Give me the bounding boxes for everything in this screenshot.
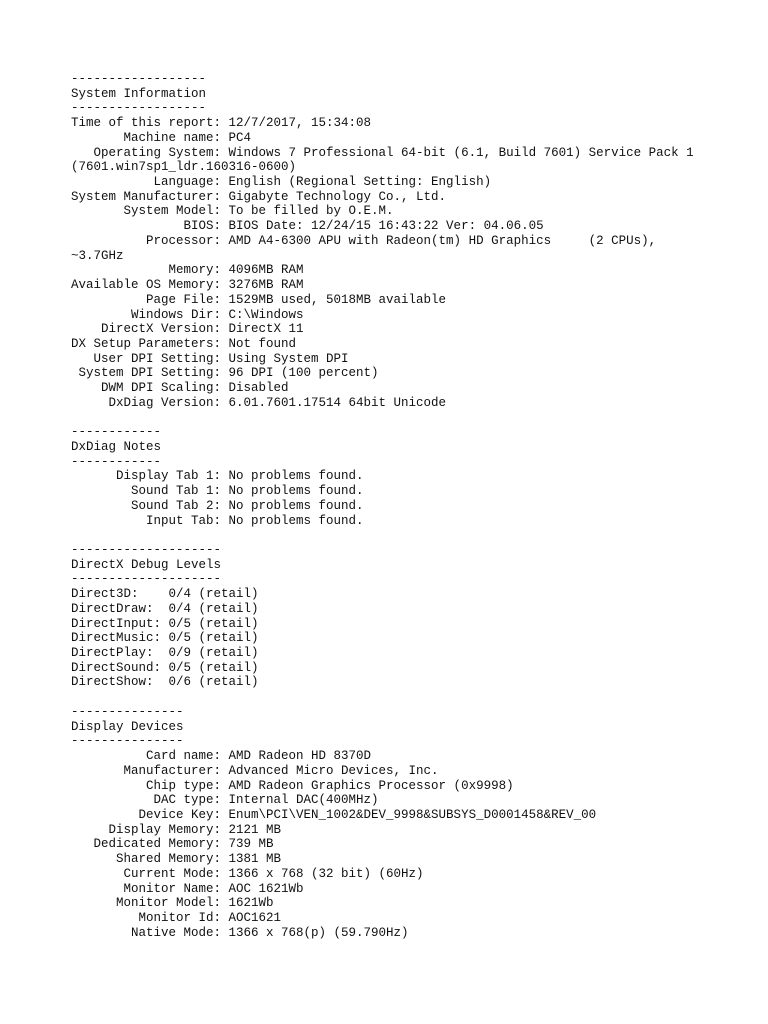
report-time-line: Time of this report: 12/7/2017, 15:34:08	[71, 116, 372, 131]
display-memory-line: Display Memory: 2121 MB	[71, 822, 282, 837]
display-tab-1-note: Display Tab 1: No problems found.	[71, 469, 364, 484]
chip-type-line: Chip type: AMD Radeon Graphics Processor (0x9998)	[71, 778, 514, 793]
language-line: Language: English (Regional Setting: English)	[71, 175, 492, 190]
dedicated-memory-line: Dedicated Memory: 739 MB	[71, 837, 274, 852]
native-mode-line: Native Mode: 1366 x 768(p) (59.790Hz)	[71, 925, 409, 940]
memory-line: Memory: 4096MB RAM	[71, 263, 304, 278]
windows-dir-line: Windows Dir: C:\Windows	[71, 307, 304, 322]
dac-type-line: DAC type: Internal DAC(400MHz)	[71, 793, 379, 808]
section-rule: --------------------	[71, 572, 222, 587]
sound-tab-2-note: Sound Tab 2: No problems found.	[71, 498, 364, 513]
section-rule: ------------------	[71, 101, 207, 116]
shared-memory-line: Shared Memory: 1381 MB	[71, 852, 282, 867]
processor-line: Processor: AMD A4-6300 APU with Radeon(tm) HD Graphics (2 CPUs),	[71, 233, 657, 248]
operating-system-build-line: (7601.win7sp1_ldr.160316-0600)	[71, 160, 297, 175]
system-dpi-setting-line: System DPI Setting: 96 DPI (100 percent)	[71, 366, 379, 381]
debug-level-directshow: DirectShow: 0/6 (retail)	[71, 675, 259, 690]
dxdiag-version-line: DxDiag Version: 6.01.7601.17514 64bit Unicode	[71, 395, 447, 410]
section-rule: ------------	[71, 454, 162, 469]
system-model-line: System Model: To be filled by O.E.M.	[71, 204, 394, 219]
machine-name-line: Machine name: PC4	[71, 130, 252, 145]
blank-line	[71, 528, 751, 543]
debug-level-directplay: DirectPlay: 0/9 (retail)	[71, 646, 259, 661]
current-mode-line: Current Mode: 1366 x 768 (32 bit) (60Hz)	[71, 866, 424, 881]
directx-version-line: DirectX Version: DirectX 11	[71, 322, 304, 337]
section-rule: ---------------	[71, 734, 184, 749]
operating-system-line: Operating System: Windows 7 Professional 64-bit (6.1, Build 7601) Service Pack 1	[71, 145, 694, 160]
debug-level-direct3d: Direct3D: 0/4 (retail)	[71, 587, 259, 602]
debug-level-directinput: DirectInput: 0/5 (retail)	[71, 616, 259, 631]
debug-level-directsound: DirectSound: 0/5 (retail)	[71, 660, 259, 675]
debug-level-directmusic: DirectMusic: 0/5 (retail)	[71, 631, 259, 646]
dx-setup-parameters-line: DX Setup Parameters: Not found	[71, 336, 297, 351]
section-rule: --------------------	[71, 543, 222, 557]
dxdiag-report	[71, 72, 751, 940]
section-rule: ---------------	[71, 704, 184, 719]
sound-tab-1-note: Sound Tab 1: No problems found.	[71, 484, 364, 499]
bios-line: BIOS: BIOS Date: 12/24/15 16:43:22 Ver: 04.06.05	[71, 219, 544, 234]
card-name-line: Card name: AMD Radeon HD 8370D	[71, 749, 372, 764]
display-manufacturer-line: Manufacturer: Advanced Micro Devices, Inc.	[71, 763, 439, 778]
device-key-line: Device Key: Enum\PCI\VEN_1002&DEV_9998&SUBSYS_D0001458&REV_00	[71, 807, 597, 822]
dwm-dpi-scaling-line: DWM DPI Scaling: Disabled	[71, 381, 289, 396]
blank-line	[71, 690, 751, 705]
monitor-name-line: Monitor Name: AOC 1621Wb	[71, 881, 304, 896]
page-file-line: Page File: 1529MB used, 5018MB available	[71, 292, 447, 307]
blank-line	[71, 411, 751, 426]
monitor-id-line: Monitor Id: AOC1621	[71, 910, 282, 925]
user-dpi-setting-line: User DPI Setting: Using System DPI	[71, 351, 349, 366]
debug-level-directdraw: DirectDraw: 0/4 (retail)	[71, 601, 259, 616]
processor-speed-line: ~3.7GHz	[71, 248, 124, 263]
available-os-memory-line: Available OS Memory: 3276MB RAM	[71, 278, 304, 293]
section-heading-dxdiag-notes: DxDiag Notes	[71, 439, 162, 454]
section-heading-display-devices: Display Devices	[71, 719, 184, 734]
system-manufacturer-line: System Manufacturer: Gigabyte Technology Co., Ltd.	[71, 189, 447, 204]
input-tab-note: Input Tab: No problems found.	[71, 513, 364, 528]
section-heading-system-information: System Information	[71, 86, 207, 101]
monitor-model-line: Monitor Model: 1621Wb	[71, 896, 274, 911]
section-rule: ------------	[71, 425, 162, 440]
section-rule: ------------------	[71, 72, 207, 86]
section-heading-directx-debug-levels: DirectX Debug Levels	[71, 557, 222, 572]
